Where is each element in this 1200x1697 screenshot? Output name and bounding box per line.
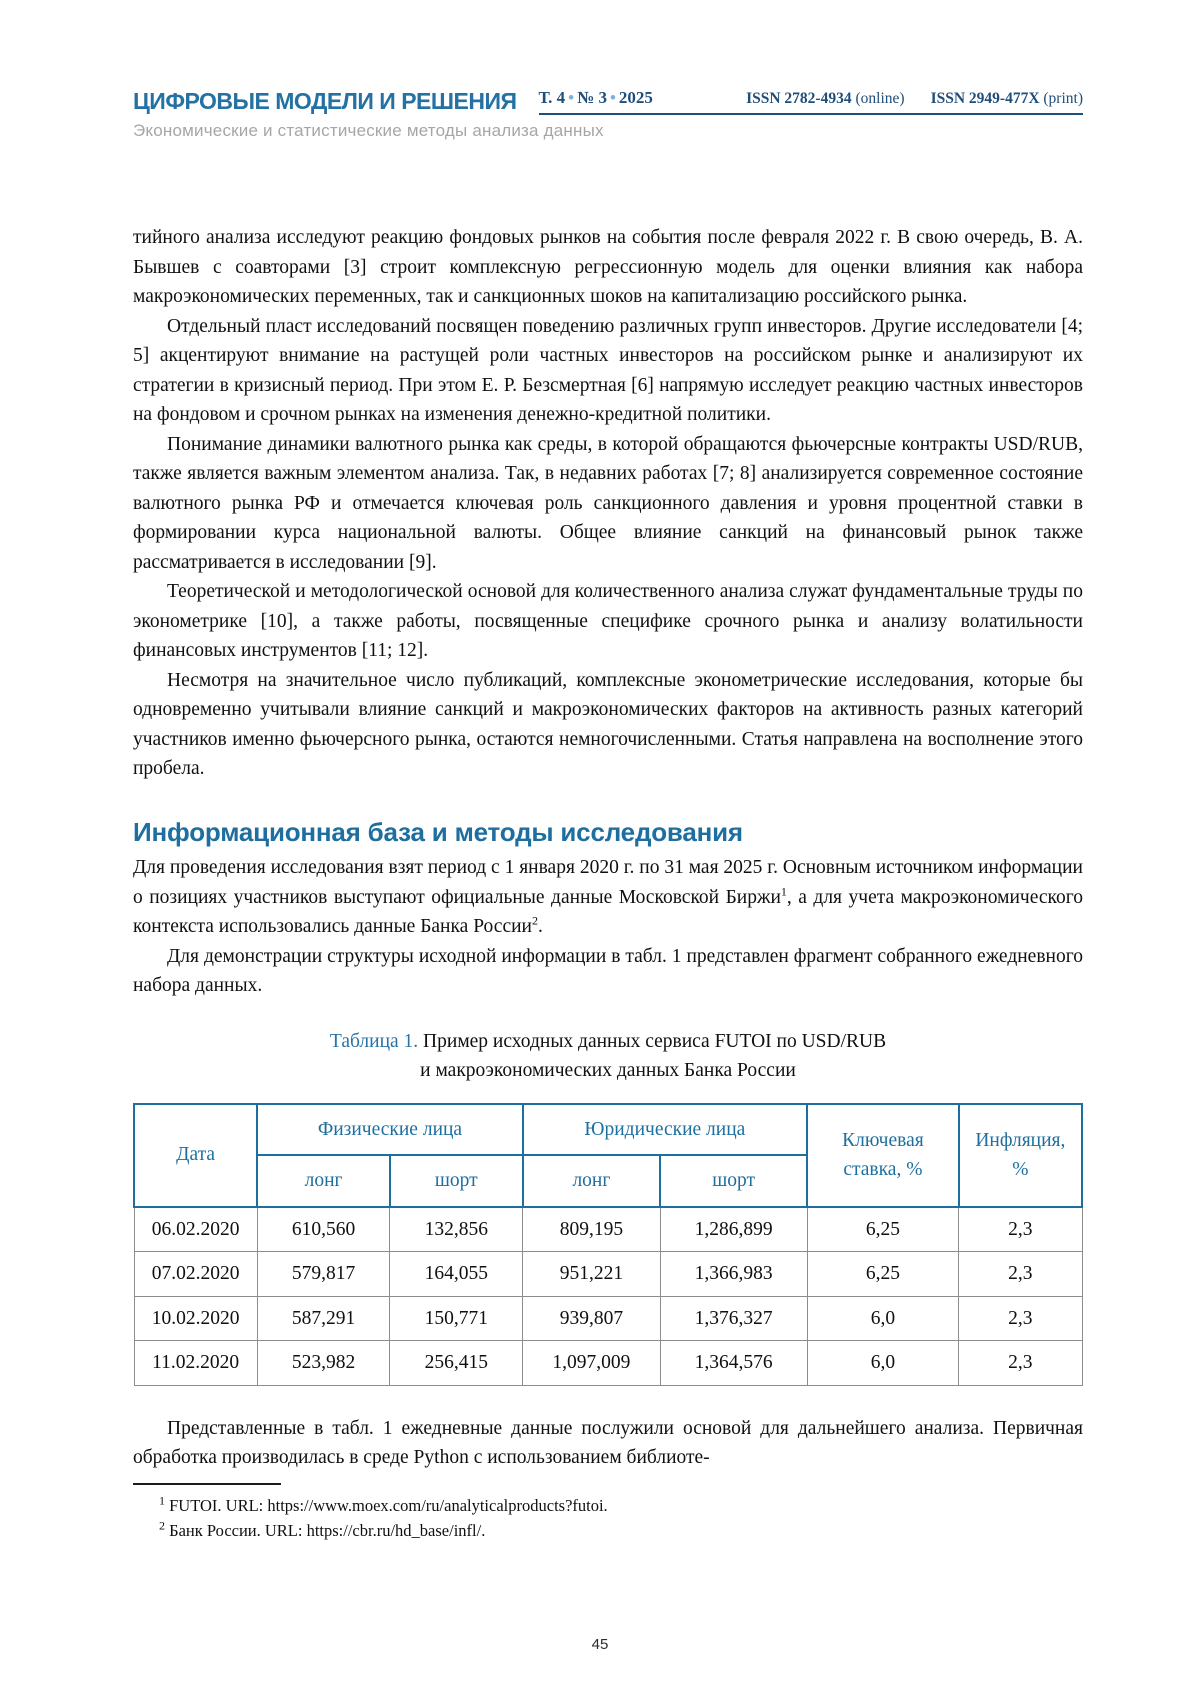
header-rule (539, 88, 1083, 115)
cell-value: 6,25 (807, 1252, 959, 1297)
cell-value: 1,366,983 (660, 1252, 807, 1297)
cell-value: 809,195 (523, 1207, 660, 1252)
cell-value: 2,3 (959, 1296, 1082, 1341)
paragraph-with-footnote-refs (133, 853, 1083, 942)
cell-value: 1,376,327 (660, 1296, 807, 1341)
footnote-ref-1: 1 (780, 884, 787, 898)
issue-info (539, 88, 653, 108)
journal-header (133, 88, 1083, 115)
cell-value: 164,055 (390, 1252, 523, 1297)
cell-value: 1,364,576 (660, 1341, 807, 1386)
cell-date: 07.02.2020 (134, 1252, 257, 1297)
data-table-wrap (133, 1103, 1083, 1386)
cell-value: 523,982 (257, 1341, 390, 1386)
cell-value: 6,0 (807, 1296, 959, 1341)
table-body (134, 1207, 1082, 1386)
paragraph-segment: , а для учета макроэкономического контекста использовались данные Банка России (133, 886, 1083, 937)
issue-volume: Т. 4 (538, 88, 566, 107)
page-number: 45 (591, 1636, 609, 1653)
paragraph-segment: Для проведения исследования взят период с 1 января 2020 г. по 31 мая 2025 г. Основным источником информации о позициях участников выступают официальные данные Московской Биржи (133, 857, 1083, 908)
cell-value: 587,291 (257, 1296, 390, 1341)
masthead (133, 88, 517, 115)
cell-date: 06.02.2020 (134, 1207, 257, 1252)
col-header-inflation: Инфляция, % (959, 1104, 1082, 1207)
dot-separator: • (609, 88, 616, 107)
col-header-individuals: Физические лица (257, 1104, 522, 1156)
col-header-key-rate: Ключевая ставка, % (807, 1104, 959, 1207)
cell-value: 2,3 (959, 1252, 1082, 1297)
paragraph: Для демонстрации структуры исходной информации в табл. 1 представлен фрагмент собранного ежедневного набора данных. (133, 945, 1083, 996)
table-row (134, 1252, 1082, 1297)
paragraph: Понимание динамики валютного рынка как среды, в которой обращаются фьючерсные контракты USD/RUB, также является важным элементом анализа. Так, в недавних работах [7; 8] анализируется современное состояние валютного рынка РФ и отмечается ключевая роль санкционного давления и уровня процентной ставки в формировании курса национальной валюты. Общее влияние санкций на финансовый рынок также рассматривается в исследовании [9]. (133, 433, 1083, 573)
paragraph-segment: . (537, 916, 543, 937)
journal-section-subtitle: Экономические и статистические методы анализа данных (133, 121, 604, 140)
journal-title: ЦИФРОВЫЕ МОДЕЛИ И РЕШЕНИЯ (133, 88, 517, 114)
paragraph: Теоретической и методологической основой для количественного анализа служат фундаментальные труды по эконометрике [10], а также работы, посвященные специфике срочного рынка и анализу волатильности финансовых инструментов [11; 12]. (133, 581, 1083, 661)
cell-value: 1,097,009 (523, 1341, 660, 1386)
dot-separator: • (568, 88, 575, 107)
cell-value: 579,817 (257, 1252, 390, 1297)
table-row (134, 1341, 1082, 1386)
cell-value: 6,0 (807, 1341, 959, 1386)
col-header-short: шорт (660, 1155, 807, 1207)
table-header (134, 1104, 1082, 1207)
article-body (133, 223, 1083, 1543)
issn-block (746, 90, 1083, 108)
cell-value: 2,3 (959, 1207, 1082, 1252)
paragraph: Представленные в табл. 1 ежедневные данные послужили основой для дальнейшего анализа. Первичная обработка производилась в среде Python с использованием библиоте- (133, 1417, 1083, 1468)
section-heading: Информационная база и методы исследования (133, 816, 743, 847)
footnote (133, 1493, 1083, 1518)
cell-date: 11.02.2020 (134, 1341, 257, 1386)
table-caption-line2: и макроэкономических данных Банка России (420, 1059, 796, 1081)
paragraph: тийного анализа исследуют реакцию фондовых рынков на события после февраля 2022 г. В свою очередь, В. А. Бывшев с соавторами [3] строит комплексную регрессионную модель для оценки влияния как набора макроэкономических переменных, так и санкционных шоков на капитализацию российского рынка. (133, 227, 1083, 307)
cell-value: 2,3 (959, 1341, 1082, 1386)
footnote-ref-2: 2 (531, 913, 538, 928)
issue-year: 2025 (618, 88, 653, 107)
footnotes (133, 1493, 1083, 1543)
issn-print-label: (print) (1043, 90, 1083, 107)
cell-value: 150,771 (390, 1296, 523, 1341)
col-header-legal-entities: Юридические лица (523, 1104, 807, 1156)
footnote-marker: 1 (159, 1493, 165, 1507)
footnote-divider (133, 1483, 281, 1485)
table-caption (133, 1027, 1083, 1085)
cell-date: 10.02.2020 (134, 1296, 257, 1341)
paragraph: Несмотря на значительное число публикаций, комплексные эконометрические исследования, которые бы одновременно учитывали влияние санкций и макроэкономических факторов на активность разных категорий участников именно фьючерсного рынка, остаются немногочисленными. Статья направлена на восполнение этого пробела. (133, 669, 1083, 779)
col-header-long: лонг (257, 1155, 390, 1207)
table-row (134, 1296, 1082, 1341)
paragraph: Отдельный пласт исследований посвящен поведению различных групп инвесторов. Другие исследователи [4; 5] акцентируют внимание на растущей роли частных инвесторов на российском рынке и анализируют их стратегии в кризисный период. При этом Е. Р. Безсмертная [6] напрямую исследует реакцию частных инвесторов на фондовом и срочном рынках на изменения денежно-кредитной политики. (133, 315, 1083, 425)
col-header-short: шорт (390, 1155, 523, 1207)
table-caption-text: Пример исходных данных сервиса FUTOI по USD/RUB (423, 1030, 887, 1052)
cell-value: 610,560 (257, 1207, 390, 1252)
futoi-data-table (133, 1103, 1083, 1386)
cell-value: 132,856 (390, 1207, 523, 1252)
col-header-long: лонг (523, 1155, 660, 1207)
issn-online-label: (online) (855, 90, 905, 107)
cell-value: 6,25 (807, 1207, 959, 1252)
cell-value: 1,286,899 (660, 1207, 807, 1252)
cell-value: 951,221 (523, 1252, 660, 1297)
cell-value: 939,807 (523, 1296, 660, 1341)
table-caption-line1 (133, 1027, 1083, 1056)
cell-value: 256,415 (390, 1341, 523, 1386)
table-row (134, 1207, 1082, 1252)
footnote-text: FUTOI. URL: https://www.moex.com/ru/analyticalproducts?futoi. (165, 1495, 608, 1515)
footnote (133, 1518, 1083, 1543)
table-caption-label: Таблица 1. (329, 1030, 419, 1052)
issue-number: № 3 (577, 88, 607, 107)
footnote-marker: 2 (159, 1518, 165, 1532)
col-header-date: Дата (134, 1104, 257, 1207)
issn-online: ISSN 2782-4934 (746, 90, 852, 107)
footnote-text: Банк России. URL: https://cbr.ru/hd_base/infl/. (165, 1520, 486, 1540)
issn-print: ISSN 2949-477X (930, 90, 1040, 107)
